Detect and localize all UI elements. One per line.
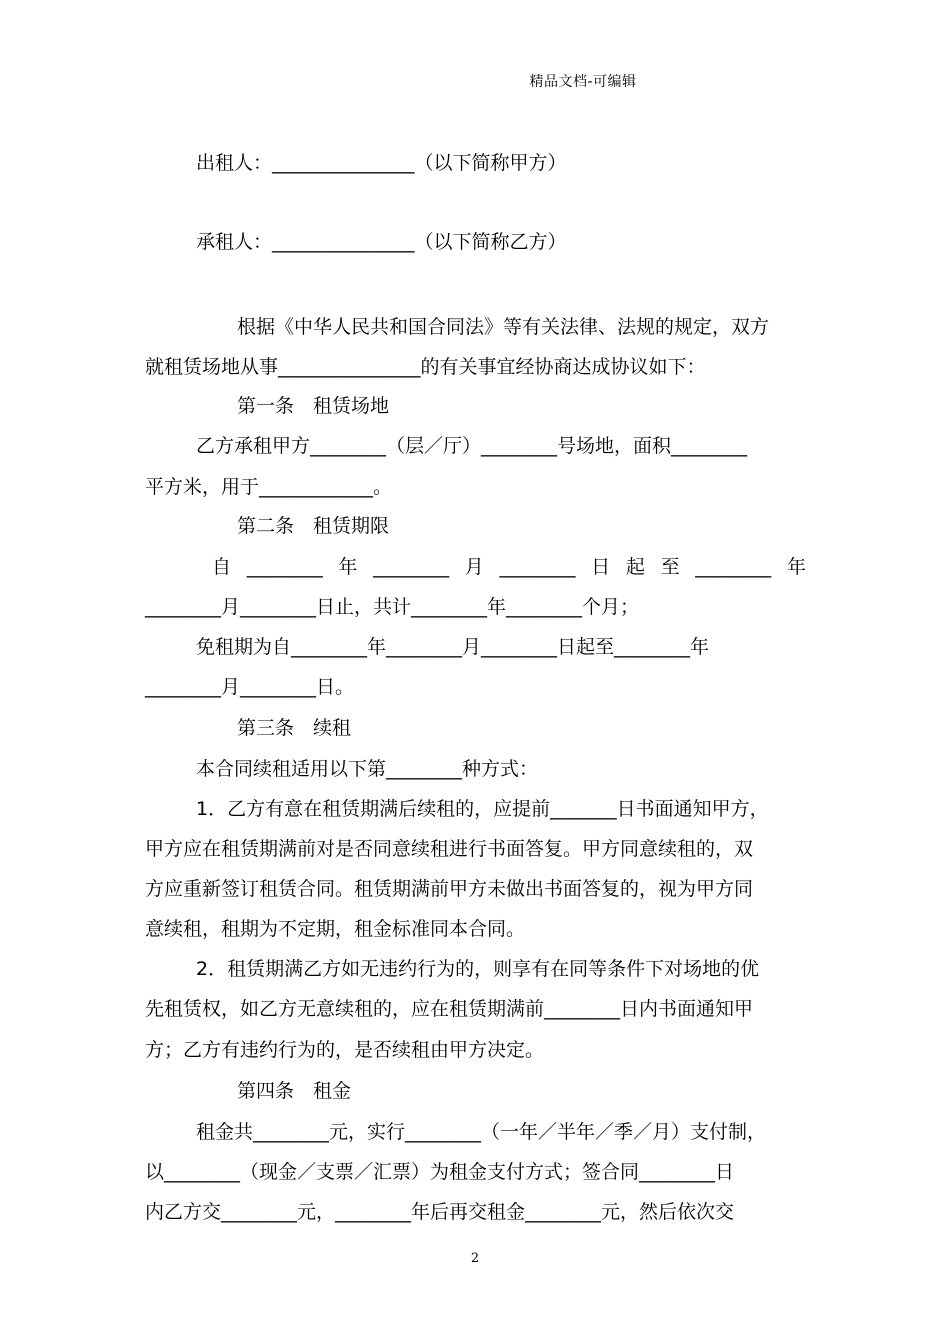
article-3-item-2-line-3: 方；乙方有违约行为的，是否续租由甲方决定。 bbox=[145, 1039, 545, 1061]
article-4-title: 第四条 租金 bbox=[237, 1080, 352, 1102]
article-2-line-3: 免租期为自________年________月________日起至________年 bbox=[196, 636, 710, 658]
article-4-line-2: 以________（现金／支票／汇票）为租金支付方式；签合同________日 bbox=[145, 1161, 735, 1183]
blank-field: ________ bbox=[246, 556, 323, 578]
article-1-title: 第一条 租赁场地 bbox=[237, 395, 390, 417]
page-header: 精品文档-可编辑 bbox=[529, 74, 637, 90]
article-3-item-2-line-2: 先租赁权，如乙方无意续租的，应在租赁期满前________日内书面通知甲 bbox=[145, 998, 754, 1020]
text-segment: 年 bbox=[338, 556, 358, 578]
article-3-title: 第三条 续租 bbox=[237, 717, 352, 739]
article-3-item-1-line-2: 甲方应在租赁期满前对是否同意续租进行书面答复。甲方同意续租的，双 bbox=[145, 838, 754, 860]
text-segment: 起 bbox=[625, 556, 645, 578]
intro-line-2: 就租赁场地从事_______________的有关事宜经协商达成协议如下： bbox=[145, 356, 706, 378]
article-2-title: 第二条 租赁期限 bbox=[237, 515, 390, 537]
article-3-item-1-line-1: 1．乙方有意在租赁期满后续租的，应提前_______日书面通知甲方， bbox=[196, 798, 769, 820]
article-3-item-2-line-1: 2．租赁期满乙方如无违约行为的，则享有在同等条件下对场地的优 bbox=[196, 958, 760, 980]
article-1-line-2: 平方米，用于____________。 bbox=[145, 476, 393, 498]
article-3-item-1-line-3: 方应重新签订租赁合同。租赁期满前甲方未做出书面答复的，视为甲方同 bbox=[145, 878, 754, 900]
blank-field: ________ bbox=[695, 556, 772, 578]
blank-field: ________ bbox=[499, 556, 576, 578]
article-2-line-2: ________月________日止，共计________年________个月； bbox=[145, 596, 640, 618]
article-2-line-4: ________月________日。 bbox=[145, 676, 355, 698]
text-segment: 日 bbox=[591, 556, 611, 578]
text-segment: 月 bbox=[464, 556, 484, 578]
article-3-line-1: 本合同续租适用以下第________种方式： bbox=[196, 758, 539, 780]
article-1-line-1: 乙方承租甲方________（层／厅）________号场地，面积________ bbox=[196, 435, 748, 457]
article-4-line-3: 内乙方交________元，________年后再交租金________元，然后依次交 bbox=[145, 1201, 735, 1223]
article-3-item-1-line-4: 意续租，租期为不定期，租金标准同本合同。 bbox=[145, 918, 526, 940]
blank-field: ________ bbox=[373, 556, 450, 578]
text-segment: 自 bbox=[212, 556, 232, 578]
article-4-line-1: 租金共________元，实行________（一年／半年／季／月）支付制， bbox=[196, 1121, 767, 1143]
page-number: 2 bbox=[470, 1251, 480, 1266]
article-2-line-1 bbox=[212, 555, 806, 579]
lessee-line: 承租人：_______________（以下简称乙方） bbox=[196, 231, 567, 253]
intro-line-1: 根据《中华人民共和国合同法》等有关法律、法规的规定，双方 bbox=[237, 316, 770, 338]
lessor-line: 出租人：_______________（以下简称甲方） bbox=[196, 152, 567, 174]
text-segment: 年 bbox=[786, 556, 806, 578]
text-segment: 至 bbox=[660, 556, 680, 578]
